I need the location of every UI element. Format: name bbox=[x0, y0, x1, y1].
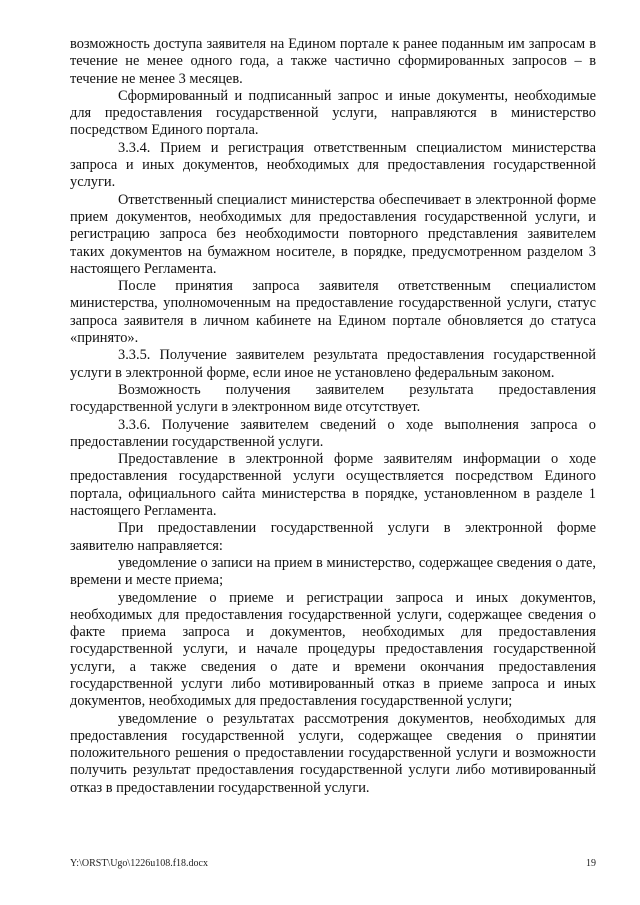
list-item: уведомление о записи на прием в министерство, содержащее сведения о дате, времени и месте приема; bbox=[70, 554, 596, 589]
section-heading: 3.3.4. Прием и регистрация ответственным специалистом министерства запроса и иных документов, необходимых для предоставления государственной услуги. bbox=[70, 139, 596, 191]
paragraph: При предоставлении государственной услуги в электронной форме заявителю направляется: bbox=[70, 520, 596, 554]
paragraph: После принятия запроса заявителя ответственным специалистом министерства, уполномоченным на предоставление государственной услуги, статус запроса заявителя в личном кабинете на Едином портале обновляется до статуса «принято». bbox=[70, 278, 596, 347]
paragraph: Возможность получения заявителем результата предоставления государственной услуги в электронном виде отсутствует. bbox=[70, 381, 596, 416]
paragraph: Ответственный специалист министерства обеспечивает в электронной форме прием документов, необходимых для предоставления государственной услуги, и регистрацию запроса без необходимости повторного представления заявителем таких документов на бумажном носителе, в порядке, предусмотренном разделом 3 настоящего Регламента. bbox=[70, 191, 596, 277]
paragraph: возможность доступа заявителя на Едином портале к ранее поданным им запросам в течение не менее одного года, а также частично сформированных запросов – в течение не менее 3 месяцев. bbox=[70, 36, 596, 87]
list-item: уведомление о приеме и регистрации запроса и иных документов, необходимых для предоставления государственной услуги, содержащее сведения о факте приема запроса и документов, необходимых для предоставления государственной услуги, и начале процедуры предоставления государственной услуги, а также сведения о дате и времени окончания предоставления государственной услуги либо мотивированный отказ в приеме запроса и иных документов, необходимых для предоставления государственной услуги; bbox=[70, 589, 596, 710]
section-heading: 3.3.6. Получение заявителем сведений о ходе выполнения запроса о предоставлении государственной услуги. bbox=[70, 416, 596, 450]
file-path: Y:\ORST\Ugo\1226u108.f18.docx bbox=[70, 858, 208, 869]
document-body bbox=[70, 36, 596, 797]
list-item: уведомление о результатах рассмотрения документов, необходимых для предоставления государственной услуги, содержащее сведения о принятии положительного решения о предоставлении государственной услуги и возможности получить результат предоставления государственной услуги либо мотивированный отказ в предоставлении государственной услуги. bbox=[70, 710, 596, 796]
section-heading: 3.3.5. Получение заявителем результата предоставления государственной услуги в электронной форме, если иное не установлено федеральным законом. bbox=[70, 347, 596, 381]
paragraph: Сформированный и подписанный запрос и иные документы, необходимые для предоставления государственной услуги, направляются в министерство посредством Единого портала. bbox=[70, 87, 596, 139]
page-number: 19 bbox=[586, 858, 596, 869]
paragraph: Предоставление в электронной форме заявителям информации о ходе предоставления государственной услуги осуществляется посредством Единого портала, официального сайта министерства в порядке, установленном в разделе 1 настоящего Регламента. bbox=[70, 451, 596, 520]
